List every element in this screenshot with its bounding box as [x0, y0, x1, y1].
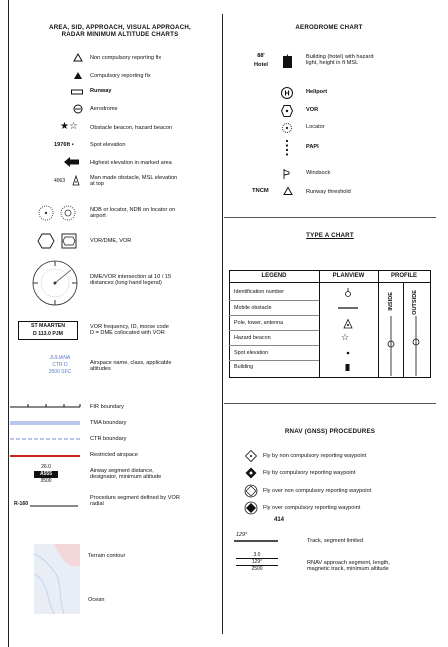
left-item-label-line: Airway segment distance, [90, 468, 154, 474]
type-a-row-label: Identification number [234, 289, 285, 295]
mobile-obstacle-icon [338, 306, 358, 310]
vor-box-icon [18, 321, 78, 340]
rnav-item-label: Fly over non compulsory reporting waypoint [263, 488, 372, 494]
triangle-filled-icon [73, 71, 83, 80]
rnav-item-label: Fly by non compulsory reporting waypoint [263, 453, 367, 459]
arrow-left-filled-icon [64, 157, 80, 167]
type-a-col-profile: PROFILE [390, 273, 417, 279]
left-item-label: Highest elevation in marked area [90, 160, 172, 166]
terrain-icon [34, 544, 80, 614]
rnav-item-label [307, 560, 390, 573]
airway-min-altitude: 3500 [40, 478, 52, 484]
left-item-label-line: D = DME collocated with VOR [90, 330, 165, 337]
left-item-label: Obstacle beacon, hazard beacon [90, 125, 173, 131]
left-item-label [90, 360, 171, 373]
compass-rose-icon [30, 258, 80, 308]
left-item-label-line: NDB or locator, NDB on locator on [90, 207, 176, 213]
left-item-label [90, 324, 169, 337]
triangle-outline-icon [73, 53, 83, 62]
airspace-altitudes: 2500 SFC [48, 369, 72, 375]
windsock-icon [283, 169, 291, 179]
heliport-icon [281, 87, 293, 99]
type-a-header: TYPE A CHART [306, 232, 354, 239]
fly-over-compulsory-icon [244, 501, 258, 515]
rnav-waypoint-number: 414 [274, 517, 285, 523]
building-icon [254, 52, 268, 70]
vor-radial-value: R-160 [14, 501, 29, 507]
left-header-line-2: RADAR MINIMUM ALTITUDE CHARTS [61, 31, 179, 39]
ctr-boundary-icon [10, 437, 82, 441]
left-item-label-line: Man made obstacle, MSL elevation [90, 175, 178, 181]
spot-elevation-icon: 1976ft • [54, 142, 74, 148]
left-item-label: Terrain contour [88, 553, 126, 559]
fir-boundary-icon [10, 403, 82, 411]
spot-elevation-value: 1976ft [54, 142, 71, 148]
type-a-profile-rule [403, 282, 404, 377]
profile-outside-icon [411, 316, 421, 376]
aerodrome-item-label: Windsock [306, 170, 331, 176]
obstacle-value: 4063 [54, 178, 66, 184]
rnav-segment-track: 129° [236, 558, 278, 566]
left-item-label [90, 495, 180, 508]
row-rule [229, 300, 319, 301]
type-a-row-label: Pole, tower, antenna [234, 320, 284, 326]
vor-dme-icon [37, 232, 77, 250]
papi-icon [285, 139, 289, 157]
restricted-airspace-icon [10, 455, 80, 457]
aerodrome-item-label: Heliport [306, 89, 328, 95]
type-a-inside-label: INSIDE [388, 292, 394, 311]
rnav-header: RNAV (GNSS) PROCEDURES [284, 428, 376, 435]
aerodrome-item-label [306, 54, 373, 67]
type-a-row-label: Building [234, 364, 254, 370]
fly-by-compulsory-icon [245, 467, 257, 479]
hazard-beacon-icon: ☆ [341, 332, 350, 342]
left-item-label: TMA boundary [90, 420, 127, 426]
spot-elevation-dot-icon [345, 350, 351, 356]
row-rule [229, 330, 319, 331]
aerodrome-item-label-line: Building (hotel) with hazard [306, 54, 374, 60]
type-a-row-label: Spot elevation [234, 350, 269, 356]
runway-threshold-code: TNCM [252, 188, 269, 194]
left-item-label: Non compulsory reporting fix [90, 55, 162, 61]
track-value: 129° [236, 532, 248, 538]
left-item-label: Runway [90, 88, 112, 94]
track-segment-icon [234, 539, 278, 543]
rnav-item-label-line: RNAV approach segment, length, [307, 560, 390, 566]
left-item-label [90, 468, 161, 481]
building-small-icon [345, 364, 351, 372]
left-item-label: CTR boundary [90, 436, 127, 442]
type-a-outside-label: OUTSIDE [412, 290, 418, 315]
left-item-label: VOR/DME, VOR [90, 238, 132, 244]
aerodrome-item-label: Locator [306, 124, 325, 130]
building-name: Hotel [254, 62, 268, 68]
left-item-label-line: Procedure segment defined by VOR [90, 495, 180, 501]
type-a-row-label: Hazard beacon [234, 335, 271, 341]
left-item-label: Spot elevation [90, 142, 126, 148]
locator-icon [282, 123, 292, 133]
left-item-label [90, 274, 171, 287]
left-item-label-line: designator, minimum altitude [90, 474, 162, 481]
rnav-item-label: Fly by compulsory reporting waypoint [263, 470, 356, 476]
left-header [20, 24, 220, 38]
fly-by-noncompulsory-icon [245, 450, 257, 462]
runway-icon [71, 89, 83, 95]
rnav-item-label: Fly over compulsory reporting waypoint [263, 505, 361, 511]
left-item-label [90, 207, 175, 220]
svg-text:H: H [284, 90, 290, 98]
section-divider [224, 403, 436, 404]
left-item-label: Restricted airspace [90, 452, 138, 458]
type-a-col-planview: PLANVIEW [332, 273, 365, 279]
left-item-label-line: radial [90, 501, 104, 508]
left-item-label-line: VOR frequency, ID, morse code [90, 324, 169, 330]
airway-distance: 26.0 [41, 464, 51, 470]
hazard-light-icon [283, 54, 293, 68]
vor-radial-icon [30, 504, 80, 508]
left-item-label-line: DME/VOR intersection at 10 / 15 [90, 274, 172, 280]
left-item-label-line: distances (long hand legend) [90, 280, 162, 287]
aerodrome-item-label: Runway threshold [306, 189, 351, 195]
airspace-name: JULIANA [49, 355, 71, 361]
rnav-segment-altitude: 2500 [251, 566, 263, 572]
rnav-segment-length: 3.0 [253, 552, 261, 558]
left-item-label: Compulsory reporting fix [90, 73, 151, 79]
aerodrome-item-label: VOR [306, 107, 319, 113]
left-item-label-line: at top [90, 181, 104, 188]
aerodrome-item-label: PAPI [306, 144, 319, 150]
rnav-item-label-line: magnetic track, minimum altitude [307, 566, 389, 573]
aerodrome-header: AERODROME CHART [295, 24, 363, 31]
airspace-class: CTR D [52, 362, 68, 368]
airspace-label-icon [40, 355, 80, 376]
airway-designator: A555 [34, 471, 58, 478]
row-rule [229, 360, 319, 361]
vor-box-frequency: D 113.0 PJM [33, 331, 63, 337]
profile-inside-icon [386, 316, 396, 376]
type-a-row-label: Mobile obstacle [234, 305, 272, 311]
row-rule [229, 315, 319, 316]
left-frame-line [8, 0, 9, 647]
vor-icon [281, 105, 293, 117]
section-divider [224, 217, 436, 218]
vor-box-name: ST MAARTEN [30, 323, 65, 329]
star-pair-icon: ★☆ [60, 121, 78, 132]
type-a-col-rule [378, 270, 379, 377]
airway-segment-icon [34, 464, 58, 485]
ndb-icon [37, 204, 77, 222]
left-item-label: Aerodrome [90, 106, 118, 112]
left-header-line-1: AREA, SID, APPROACH, VISUAL APPROACH, [49, 24, 191, 31]
type-a-col-rule [319, 270, 320, 377]
left-item-label-line: Airspace name, class, applicable [90, 360, 172, 366]
left-item-label-line: altitudes [90, 366, 111, 373]
obstacle-icon [73, 176, 79, 186]
rnav-segment-icon [236, 552, 278, 572]
ocean-label: Ocean [88, 597, 105, 603]
type-a-col-legend: LEGEND [261, 273, 287, 279]
left-item-label [90, 175, 177, 188]
type-a-header-rule [229, 282, 431, 283]
aerodrome-icon [73, 104, 83, 114]
building-height: 88' [257, 53, 265, 59]
fly-over-noncompulsory-icon [244, 484, 258, 498]
pole-tower-icon [343, 319, 353, 329]
row-rule [229, 345, 319, 346]
rnav-item-label: Track, segment limited [307, 538, 364, 544]
tma-boundary-icon [10, 421, 80, 425]
identification-number-icon [344, 288, 352, 298]
left-item-label: FIR boundary [90, 404, 124, 410]
runway-threshold-icon [283, 187, 293, 195]
left-item-label-line: airport [90, 213, 106, 220]
aerodrome-item-label-line: light, height in ft MSL [306, 60, 359, 67]
center-divider [222, 14, 223, 634]
